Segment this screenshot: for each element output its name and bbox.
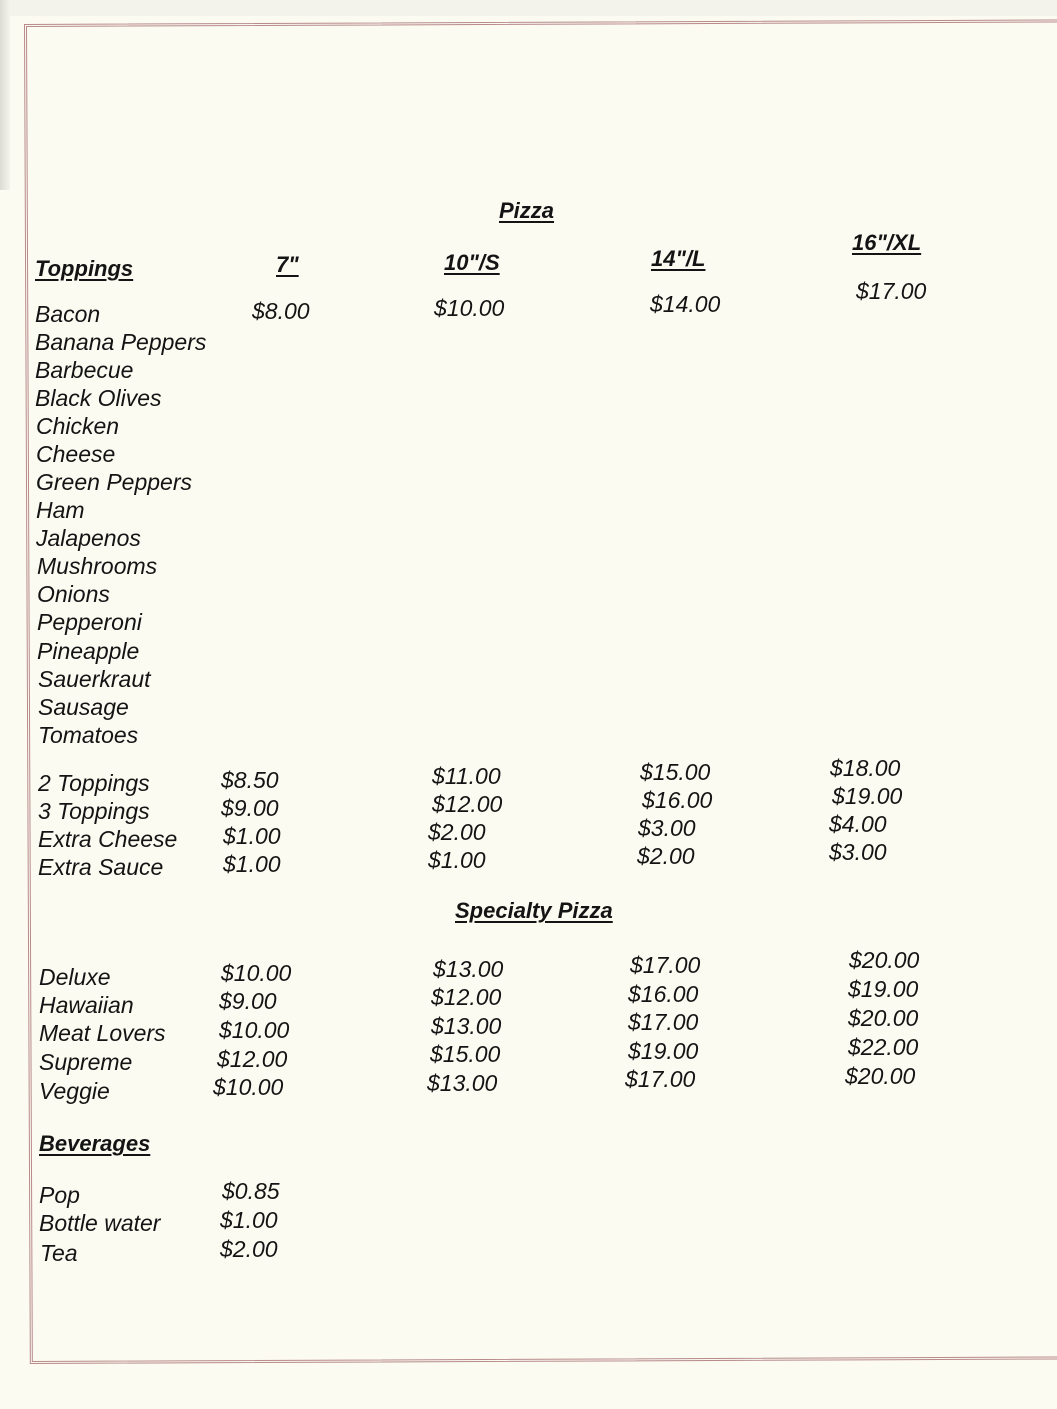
- size-header-16: 16"/XL: [852, 230, 922, 255]
- topping-item: Onions: [37, 581, 110, 607]
- specialty-price: $19.00: [628, 1038, 699, 1064]
- addon-price: $3.00: [638, 815, 696, 841]
- addon-price: $2.00: [637, 843, 695, 869]
- addon-price: $19.00: [832, 783, 903, 809]
- specialty-price: $15.00: [430, 1041, 501, 1067]
- topping-item: Black Olives: [35, 385, 162, 411]
- specialty-price: $10.00: [219, 1017, 290, 1043]
- specialty-price: $10.00: [213, 1074, 284, 1100]
- addon-label: Extra Sauce: [38, 854, 164, 880]
- addon-price: $1.00: [223, 823, 281, 849]
- specialty-price: $13.00: [427, 1070, 498, 1096]
- pizza-title: Pizza: [499, 198, 555, 223]
- base-price-10: $10.00: [434, 295, 505, 321]
- specialty-label: Meat Lovers: [39, 1020, 166, 1046]
- addon-price: $18.00: [830, 755, 901, 781]
- topping-item: Barbecue: [35, 357, 134, 383]
- size-header-10: 10"/S: [444, 250, 500, 275]
- addon-price: $3.00: [829, 839, 887, 865]
- size-header-14: 14"/L: [651, 246, 706, 271]
- specialty-label: Veggie: [39, 1078, 110, 1104]
- addon-price: $2.00: [428, 819, 486, 845]
- topping-item: Banana Peppers: [35, 329, 207, 355]
- specialty-label: Hawaiian: [39, 992, 134, 1018]
- addon-price: $16.00: [642, 787, 713, 813]
- specialty-price: $16.00: [628, 981, 699, 1007]
- topping-item: Chicken: [36, 413, 120, 439]
- specialty-label: Supreme: [39, 1049, 133, 1075]
- topping-item: Green Peppers: [36, 469, 192, 495]
- specialty-label: Deluxe: [39, 964, 111, 990]
- topping-item: Bacon: [35, 301, 101, 327]
- topping-item: Tomatoes: [38, 722, 139, 748]
- addon-price: $1.00: [428, 847, 486, 873]
- specialty-price: $13.00: [431, 1013, 502, 1039]
- toppings-header: Toppings: [35, 256, 134, 281]
- topping-item: Sauerkraut: [38, 666, 151, 692]
- specialty-price: $20.00: [849, 947, 920, 973]
- beverage-price: $0.85: [222, 1178, 280, 1204]
- topping-item: Jalapenos: [36, 525, 141, 551]
- addon-label: 3 Toppings: [38, 798, 150, 824]
- specialty-price: $12.00: [217, 1046, 288, 1072]
- topping-item: Pineapple: [37, 638, 140, 664]
- addon-price: $1.00: [223, 851, 281, 877]
- topping-item: Sausage: [38, 694, 129, 720]
- addon-label: 2 Toppings: [38, 770, 150, 796]
- specialty-price: $17.00: [630, 952, 701, 978]
- beverages-header: Beverages: [39, 1131, 151, 1156]
- specialty-price: $22.00: [848, 1034, 919, 1060]
- specialty-price: $20.00: [845, 1063, 916, 1089]
- specialty-price: $12.00: [431, 984, 502, 1010]
- base-price-14: $14.00: [650, 291, 721, 317]
- specialty-price: $19.00: [848, 976, 919, 1002]
- topping-item: Pepperoni: [37, 609, 142, 635]
- beverage-label: Tea: [40, 1240, 78, 1266]
- specialty-price: $20.00: [848, 1005, 919, 1031]
- addon-price: $8.50: [221, 767, 279, 793]
- topping-item: Cheese: [36, 441, 116, 467]
- base-price-7: $8.00: [252, 298, 310, 324]
- specialty-price: $17.00: [625, 1066, 696, 1092]
- specialty-price: $10.00: [221, 960, 292, 986]
- beverage-price: $1.00: [220, 1207, 278, 1233]
- addon-price: $9.00: [221, 795, 279, 821]
- base-price-16: $17.00: [856, 278, 927, 304]
- addon-price: $12.00: [432, 791, 503, 817]
- addon-label: Extra Cheese: [38, 826, 178, 852]
- addon-price: $15.00: [640, 759, 711, 785]
- size-header-7: 7": [276, 252, 299, 277]
- topping-item: Ham: [36, 497, 85, 523]
- topping-item: Mushrooms: [37, 553, 158, 579]
- specialty-price: $9.00: [219, 988, 277, 1014]
- specialty-price: $17.00: [628, 1009, 699, 1035]
- addon-price: $4.00: [829, 811, 887, 837]
- beverage-label: Pop: [39, 1182, 80, 1208]
- specialty-price: $13.00: [433, 956, 504, 982]
- beverage-price: $2.00: [220, 1236, 278, 1262]
- beverage-label: Bottle water: [39, 1210, 161, 1236]
- specialty-title: Specialty Pizza: [455, 898, 613, 923]
- addon-price: $11.00: [432, 763, 501, 789]
